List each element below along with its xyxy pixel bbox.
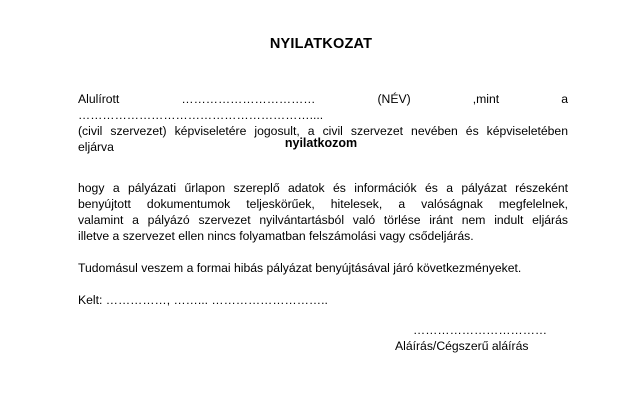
declaration-word: nyilatkozom	[284, 136, 358, 150]
signature-label: Aláírás/Cégszerű aláírás	[395, 339, 529, 353]
declaration-line-1: hogy a pályázati űrlapon szereplő adatok és információk és a pályázat részeként	[78, 181, 568, 195]
place-date-text: Kelt: ……………, ……... ………………………..	[78, 293, 328, 307]
acknowledgement-text: Tudomásul veszem a formai hibás pályázat benyújtásával járó következményeket.	[78, 261, 522, 275]
acknowledgement-paragraph	[78, 260, 568, 276]
place-date-line	[78, 292, 568, 308]
intro-line-acting: eljárva	[78, 140, 114, 154]
declaration-paragraph	[78, 180, 568, 244]
intro-line-name: Alulírott …………………………… (NÉV) ,mint a …………………………………………………....	[78, 92, 568, 122]
declaration-line-4: illetve a szervezet ellen nincs folyamatban felszámolási vagy csődeljárás.	[78, 229, 474, 243]
signature-line: ……………………………	[413, 323, 548, 337]
declaration-line-2: benyújtott dokumentumok teljeskörűek, hitelesek, a valóságnak megfelelnek,	[78, 197, 568, 211]
declaration-line-3: valamint a pályázó szervezet nyilvántartásból való törlése iránt nem indult eljárás	[78, 213, 568, 227]
document-title: NYILATKOZAT	[269, 36, 373, 52]
intro-line-organization: (civil szervezet) képviseletére jogosult, a civil szervezet nevében és képviseletében	[78, 124, 568, 138]
